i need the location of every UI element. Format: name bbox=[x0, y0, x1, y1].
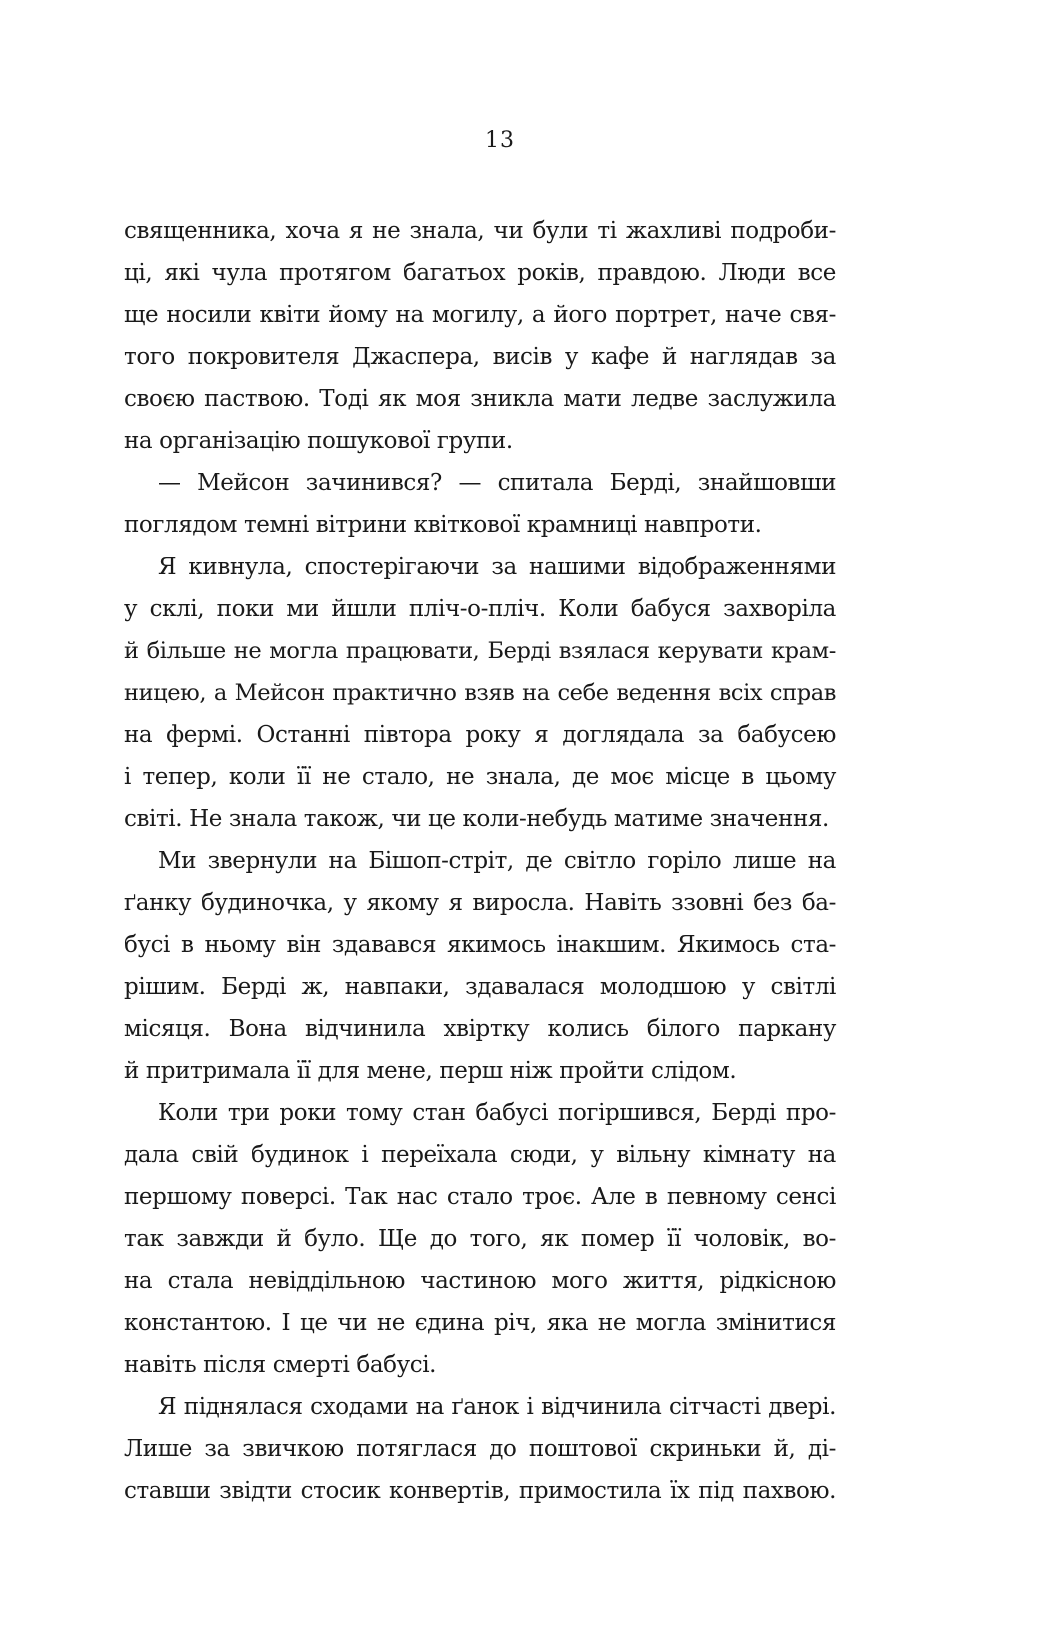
text-line: ці, які чула протягом багатьох років, правдою. Люди все bbox=[124, 260, 836, 286]
text-line: так завжди й було. Ще до того, як помер її чоловік, во- bbox=[124, 1226, 836, 1252]
text-line: дала свій будинок і переїхала сюди, у вільну кімнату на bbox=[124, 1142, 836, 1168]
text-line: і тепер, коли її не стало, не знала, де моє місце в цьому bbox=[124, 764, 836, 790]
text-line: першому поверсі. Так нас стало троє. Але в певному сенсі bbox=[124, 1184, 836, 1210]
body-text bbox=[124, 210, 836, 1512]
text-line: бусі в ньому він здавався якимось інакшим. Якимось ста- bbox=[124, 932, 836, 958]
text-line: того покровителя Джаспера, висів у кафе й наглядав за bbox=[124, 344, 836, 370]
text-line: Я піднялася сходами на ґанок і відчинила сітчасті двері. bbox=[158, 1394, 836, 1420]
text-line: ницею, а Мейсон практично взяв на себе ведення всіх справ bbox=[124, 680, 836, 706]
text-line: поглядом темні вітрини квіткової крамниці навпроти. bbox=[124, 512, 762, 538]
text-line: у склі, поки ми йшли пліч-о-пліч. Коли бабуся захворіла bbox=[124, 596, 836, 622]
text-line: на фермі. Останні півтора року я доглядала за бабусею bbox=[124, 722, 836, 748]
text-line: своєю паствою. Тоді як моя зникла мати ледве заслужила bbox=[124, 386, 836, 412]
text-line: — Мейсон зачинився? — спитала Берді, знайшовши bbox=[158, 470, 836, 496]
text-line: місяця. Вона відчинила хвіртку колись білого паркану bbox=[124, 1016, 836, 1042]
page-number: 13 bbox=[485, 128, 515, 153]
text-line: й притримала її для мене, перш ніж пройти слідом. bbox=[124, 1058, 737, 1084]
text-line: священника, хоча я не знала, чи були ті жахливі подроби- bbox=[124, 218, 836, 244]
text-line: Коли три роки тому стан бабусі погіршився, Берді про- bbox=[158, 1100, 836, 1126]
text-line: рішим. Берді ж, навпаки, здавалася молодшою у світлі bbox=[124, 974, 836, 1000]
text-line: Лише за звичкою потяглася до поштової скриньки й, ді- bbox=[124, 1436, 836, 1462]
text-line: на організацію пошукової групи. bbox=[124, 428, 513, 454]
text-line: константою. І це чи не єдина річ, яка не могла змінитися bbox=[124, 1310, 836, 1336]
text-line: ще носили квіти йому на могилу, а його портрет, наче свя- bbox=[124, 302, 836, 328]
text-line: навіть після смерті бабусі. bbox=[124, 1352, 437, 1378]
text-line: ґанку будиночка, у якому я виросла. Навіть ззовні без ба- bbox=[124, 890, 836, 916]
text-line: ставши звідти стосик конвертів, примостила їх під пахвою. bbox=[124, 1478, 836, 1504]
text-line: Ми звернули на Бішоп-стріт, де світло горіло лише на bbox=[158, 848, 836, 874]
text-line: світі. Не знала також, чи це коли-небудь матиме значення. bbox=[124, 806, 829, 832]
text-line: й більше не могла працювати, Берді взялася керувати крам- bbox=[124, 638, 836, 664]
text-line: Я кивнула, спостерігаючи за нашими відображеннями bbox=[158, 554, 836, 580]
text-line: на стала невіддільною частиною мого життя, рідкісною bbox=[124, 1268, 836, 1294]
